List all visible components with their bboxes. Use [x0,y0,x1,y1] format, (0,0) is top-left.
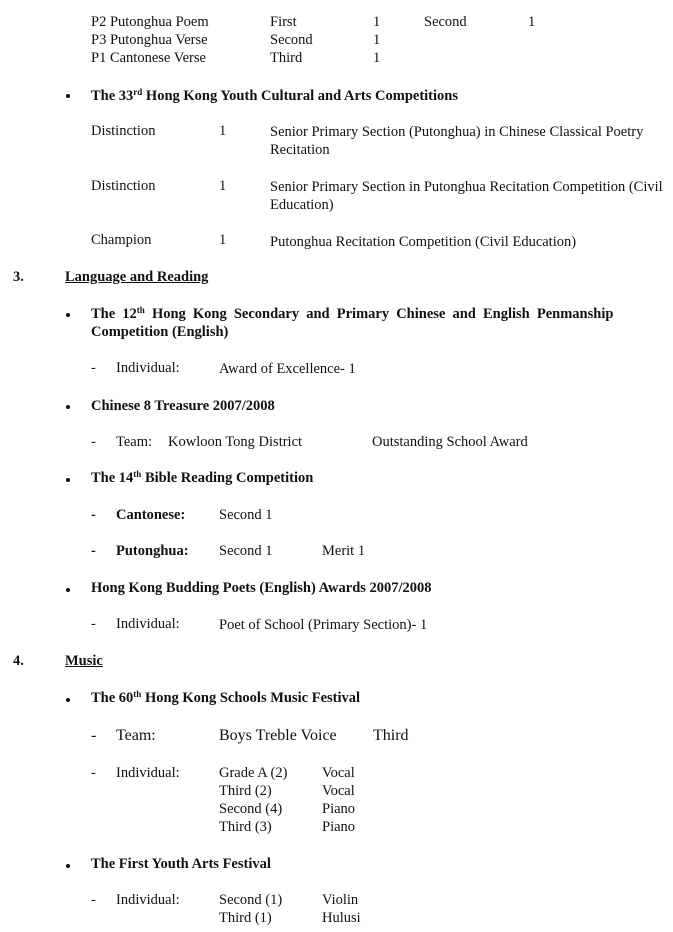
bible-value: Second 1 [219,507,273,523]
section-number: 3. [13,269,24,285]
section-number: 4. [13,653,24,669]
treasure-title: Chinese 8 Treasure 2007/2008 [91,398,275,414]
recitation-place: Second [270,32,313,48]
youth-award: Distinction [91,123,156,139]
festival-instrument: Vocal [322,783,355,799]
festival-instrument: Vocal [322,765,355,781]
bullet-icon [66,478,70,482]
recitation-place: Third [270,50,303,66]
recitation-place-2: Second [424,14,467,30]
youth-arts-title: The First Youth Arts Festival [91,856,271,872]
festival-instrument: Piano [322,819,356,835]
youth-desc: Senior Primary Section in Putonghua Recitation Competition (Civil Education) [270,179,663,213]
recitation-count-2: 1 [528,14,536,30]
dash: - [91,727,97,744]
poets-value: Poet of School (Primary Section)- 1 [219,617,428,633]
penmanship-title: The 12th Hong Kong Secondary and Primary Chinese and English Penmanship [91,305,614,322]
festival-title: The 60th Hong Kong Schools Music Festival [91,689,361,706]
treasure-district: Kowloon Tong District [168,434,303,450]
dash: - [91,507,96,523]
festival-grade: Second (4) [219,801,283,817]
bullet-icon [66,698,70,702]
festival-individual-label: Individual: [116,765,180,781]
recitation-item: P1 Cantonese Verse [91,50,206,66]
youth-arts-instrument: Hulusi [322,910,361,926]
youth-desc: Putonghua Recitation Competition (Civil Education) [270,234,577,250]
bullet-icon [66,405,70,409]
youth-desc: Senior Primary Section (Putonghua) in Chinese Classical Poetry Recitation [270,124,644,158]
youth-comp-title: The 33rd Hong Kong Youth Cultural and Arts Competitions [91,87,458,104]
dash: - [91,616,96,632]
youth-arts-instrument: Violin [322,892,359,908]
youth-arts-grade: Third (1) [219,910,272,926]
poets-label: Individual: [116,616,180,632]
recitation-count: 1 [373,32,381,48]
festival-grade: Third (3) [219,819,272,835]
treasure-label: Team: [116,434,153,450]
dash: - [91,360,96,376]
bible-title: The 14th Bible Reading Competition [91,469,314,486]
bible-label: Cantonese: [116,507,186,523]
youth-arts-grade: Second (1) [219,892,283,908]
recitation-count: 1 [373,14,381,30]
festival-grade: Third (2) [219,783,272,799]
festival-team-value: Boys Treble Voice [219,727,337,744]
recitation-item: P3 Putonghua Verse [91,32,208,48]
youth-arts-label: Individual: [116,892,180,908]
bible-value: Second 1 [219,543,273,559]
recitation-count: 1 [373,50,381,66]
section-title: Language and Reading [65,269,209,285]
youth-count: 1 [219,178,227,194]
bible-label: Putonghua: [116,543,189,559]
youth-award: Distinction [91,178,156,194]
festival-team-label: Team: [116,727,156,744]
recitation-place: First [270,14,297,30]
bible-value-2: Merit 1 [322,543,366,559]
section-title: Music [65,653,103,669]
bullet-icon [66,864,70,868]
treasure-award: Outstanding School Award [372,434,528,450]
dash: - [91,434,96,450]
festival-team-result: Third [373,727,409,744]
youth-award: Champion [91,232,152,248]
penmanship-label: Individual: [116,360,180,376]
bullet-icon [66,588,70,592]
penmanship-title-line2: Competition (English) [91,324,229,340]
festival-instrument: Piano [322,801,356,817]
recitation-item: P2 Putonghua Poem [91,14,209,30]
dash: - [91,892,96,908]
youth-count: 1 [219,123,227,139]
poets-title: Hong Kong Budding Poets (English) Awards 2007/2008 [91,580,432,596]
bullet-icon [66,94,70,98]
bullet-icon [66,313,70,317]
dash: - [91,765,96,781]
festival-grade: Grade A (2) [219,765,288,781]
dash: - [91,543,96,559]
youth-count: 1 [219,232,227,248]
penmanship-value: Award of Excellence- 1 [219,361,356,377]
